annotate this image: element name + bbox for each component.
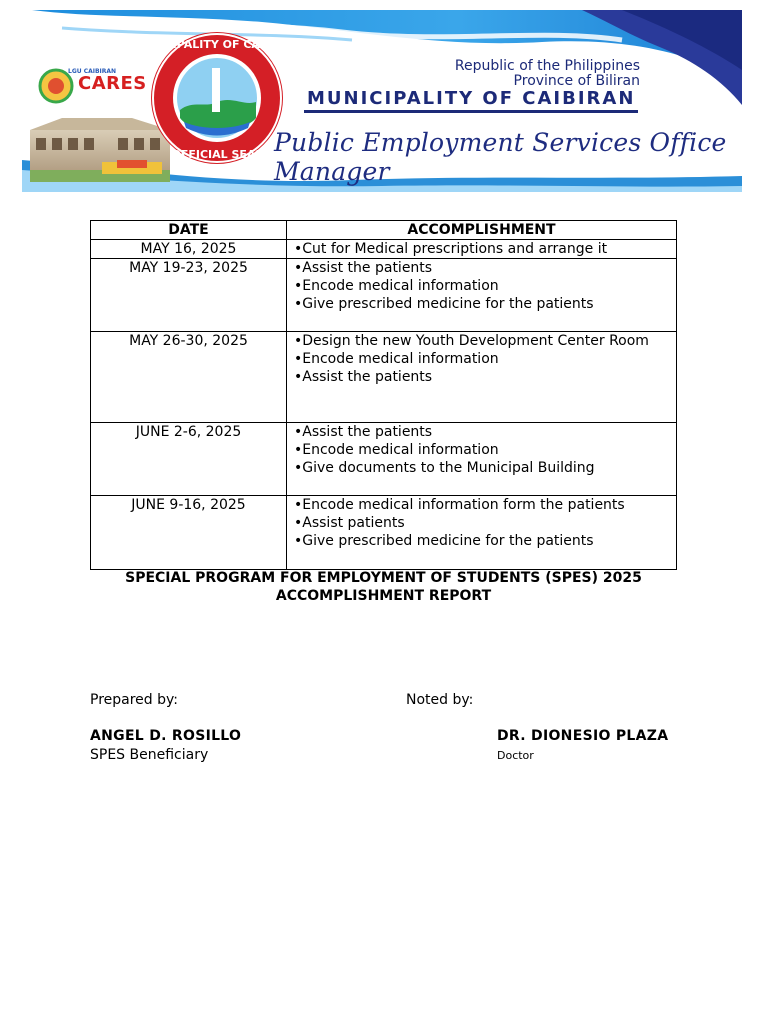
accomplishment-cell bbox=[287, 423, 677, 496]
date-cell: MAY 26-30, 2025 bbox=[91, 332, 287, 423]
noted-by-label: Noted by: bbox=[406, 692, 474, 708]
accomplishment-cell bbox=[287, 332, 677, 423]
table-row bbox=[91, 259, 677, 332]
prepared-by-role: SPES Beneficiary bbox=[90, 747, 209, 763]
list-item: •Encode medical information bbox=[294, 442, 499, 458]
table-row bbox=[91, 332, 677, 423]
table-row bbox=[91, 240, 677, 259]
province-text: Province of Biliran bbox=[513, 73, 640, 89]
report-title bbox=[90, 569, 677, 605]
list-item: •Design the new Youth Development Center Room bbox=[294, 333, 649, 349]
date-cell: MAY 19-23, 2025 bbox=[91, 259, 287, 332]
list-item: •Assist the patients bbox=[294, 260, 433, 276]
noted-by-role: Doctor bbox=[497, 749, 534, 762]
logo-cares-text: CARES bbox=[78, 73, 147, 94]
date-column-header: DATE bbox=[91, 221, 287, 240]
list-item: •Give documents to the Municipal Building bbox=[294, 460, 595, 476]
municipality-title: MUNICIPALITY OF CAIBIRAN bbox=[307, 88, 636, 109]
seal-text: OFFICIAL SEAL bbox=[171, 148, 263, 161]
noted-by-name: DR. DIONESIO PLAZA bbox=[497, 728, 669, 744]
list-item: •Give prescribed medicine for the patients bbox=[294, 296, 594, 312]
logo-small-text: LGU CAIBIRAN bbox=[68, 68, 117, 75]
republic-text: Republic of the Philippines bbox=[454, 58, 640, 74]
report-title-line: ACCOMPLISHMENT REPORT bbox=[275, 588, 492, 604]
date-cell: MAY 16, 2025 bbox=[91, 240, 287, 259]
table-row bbox=[91, 423, 677, 496]
date-cell: JUNE 9-16, 2025 bbox=[91, 496, 287, 570]
accomplishment-column-header: ACCOMPLISHMENT bbox=[287, 221, 677, 240]
table-row bbox=[91, 496, 677, 570]
seal-text: MUNICIPALITY OF CAIBIRAN bbox=[131, 38, 303, 51]
accomplishment-cell bbox=[287, 496, 677, 570]
list-item: •Encode medical information form the patients bbox=[294, 497, 625, 513]
office-title: Public Employment Services Office Manager bbox=[274, 128, 727, 186]
report-title-line: SPECIAL PROGRAM FOR EMPLOYMENT OF STUDENTS (SPES) 2025 bbox=[125, 570, 642, 586]
list-item: •Encode medical information bbox=[294, 351, 499, 367]
list-item: •Encode medical information bbox=[294, 278, 499, 294]
list-item: •Assist patients bbox=[294, 515, 405, 531]
header-banner bbox=[22, 10, 742, 192]
accomplishment-cell bbox=[287, 240, 677, 259]
list-item: •Assist the patients bbox=[294, 424, 433, 440]
list-item: •Cut for Medical prescriptions and arrange it bbox=[294, 241, 608, 257]
accomplishment-cell bbox=[287, 259, 677, 332]
date-cell: JUNE 2-6, 2025 bbox=[91, 423, 287, 496]
accomplishment-table bbox=[90, 220, 677, 570]
list-item: •Assist the patients bbox=[294, 369, 433, 385]
prepared-by-name: ANGEL D. ROSILLO bbox=[90, 728, 242, 744]
table-header-row bbox=[91, 221, 677, 240]
list-item: •Give prescribed medicine for the patients bbox=[294, 533, 594, 549]
prepared-by-label: Prepared by: bbox=[90, 692, 178, 708]
